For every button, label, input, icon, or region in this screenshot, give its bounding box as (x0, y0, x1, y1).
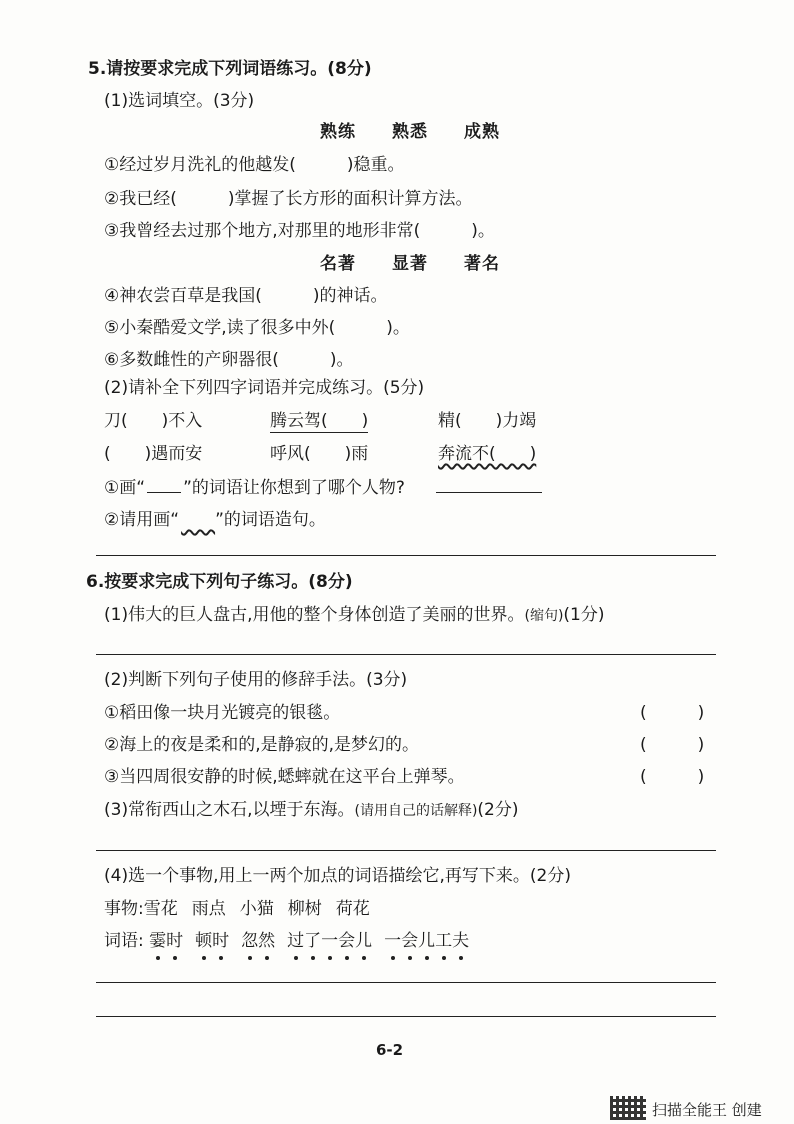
answer-line-6-1[interactable] (96, 654, 716, 655)
dotted-char: 一 (321, 931, 339, 951)
fill-sentence-2: ②我已经( )掌握了长方形的面积计算方法。 (104, 189, 473, 209)
answer-line-6-4b[interactable] (96, 1016, 716, 1017)
fill-sentence-3: ③我曾经去过那个地方,对那里的地形非常( )。 (104, 221, 495, 241)
thing-item: 柳树 (287, 899, 322, 919)
word-option-2: 熟悉 (392, 122, 428, 142)
q5-heading: 5.请按要求完成下列词语练习。(8分) (88, 59, 372, 79)
thing-item: 小猫 (239, 899, 274, 919)
dotted-char: 忽 (241, 931, 259, 951)
fill-sentence-5: ⑤小秦酷爱文学,读了很多中外( )。 (104, 318, 410, 338)
idiom-6: 奔流不( ) (438, 444, 537, 464)
word-option-6: 著名 (464, 254, 500, 274)
dotted-char: 了 (304, 931, 322, 951)
answer-bracket-3[interactable]: ( ) (640, 767, 705, 787)
q5-part2-question-2 (104, 510, 326, 530)
dotted-char: 一 (384, 931, 402, 951)
dotted-char: 儿 (418, 931, 436, 951)
idiom-5: 呼风( )雨 (270, 444, 369, 464)
dotted-char: 夫 (452, 931, 470, 951)
q6-part1-points: (1分) (563, 605, 605, 625)
q5-part2-heading: (2)请补全下列四字词语并完成练习。(5分) (104, 378, 425, 398)
dotted-char: 儿 (355, 931, 373, 951)
dotted-char: 会 (401, 931, 419, 951)
q6-part2-heading: (2)判断下列句子使用的修辞手法。(3分) (104, 670, 408, 690)
rhetoric-sentence-3: ③当四周很安静的时候,蟋蟀就在这平台上弹琴。 (104, 767, 465, 787)
words-label: 词语: (104, 931, 144, 951)
things-label: 事物: (104, 899, 144, 919)
answer-line-5-2[interactable] (96, 555, 716, 556)
dotted-char: 顿 (195, 931, 213, 951)
q6-part3-note: (请用自己的话解释) (354, 803, 478, 819)
q6-part1-note: (缩句) (524, 608, 564, 624)
thing-item: 雪花 (143, 899, 178, 919)
idiom-1: 刀( )不入 (104, 411, 203, 431)
dotted-char: 时 (166, 931, 184, 951)
dotted-char: 工 (435, 931, 453, 951)
dotted-char: 过 (287, 931, 305, 951)
answer-bracket-2[interactable]: ( ) (640, 735, 705, 755)
thing-item: 荷花 (335, 899, 370, 919)
page-number: 6-2 (376, 1041, 404, 1059)
q6-part4-heading: (4)选一个事物,用上一两个加点的词语描绘它,再写下来。(2分) (104, 866, 571, 886)
thing-item: 雨点 (191, 899, 226, 919)
fill-sentence-1: ①经过岁月洗礼的他越发( )稳重。 (104, 155, 405, 175)
q6-part3-points: (2分) (477, 800, 519, 820)
straight-underline-sample (147, 492, 181, 493)
dotted-char: 然 (258, 931, 276, 951)
answer-line-6-4a[interactable] (96, 982, 716, 983)
dotted-word (384, 931, 469, 951)
rhetoric-sentence-1: ①稻田像一块月光镀亮的银毯。 (104, 703, 341, 723)
qr-code-icon (610, 1096, 646, 1120)
word-option-3: 成熟 (464, 122, 500, 142)
q6-part1 (104, 605, 605, 626)
q5-part1-heading: (1)选词填空。(3分) (104, 91, 255, 111)
fill-sentence-4: ④神农尝百草是我国( )的神话。 (104, 286, 388, 306)
q5-part2-question-1-end: ”的词语让你想到了哪个人物? (183, 478, 405, 498)
q5-part2-question-1-start: ①画“ (104, 478, 146, 498)
q6-part3-text: (3)常衔西山之木石,以堙于东海。 (104, 800, 355, 820)
q5-part2-question-2-end: ”的词语造句。 (215, 510, 326, 530)
q6-heading: 6.按要求完成下列句子练习。(8分) (86, 572, 353, 592)
q6-part3 (104, 800, 519, 821)
dotted-word (195, 931, 229, 951)
word-option-4: 名著 (320, 254, 356, 274)
dotted-char: 时 (212, 931, 230, 951)
answer-bracket-1[interactable]: ( ) (640, 703, 705, 723)
dotted-word (287, 931, 372, 951)
idiom-4: ( )遇而安 (104, 444, 203, 464)
dotted-word (149, 931, 183, 951)
dotted-char: 霎 (149, 931, 167, 951)
q5-part2-question-1 (104, 478, 405, 498)
words-row (104, 931, 469, 951)
idiom-2: 腾云驾( ) (270, 411, 369, 431)
word-option-5: 显著 (392, 254, 428, 274)
scanner-watermark: 扫描全能王 创建 (652, 1101, 762, 1119)
q6-part1-text: (1)伟大的巨人盘古,用他的整个身体创造了美丽的世界。 (104, 605, 525, 625)
fill-sentence-6: ⑥多数雌性的产卵器很( )。 (104, 350, 354, 370)
answer-line-5-1[interactable] (436, 492, 542, 493)
dotted-char: 会 (338, 931, 356, 951)
word-option-1: 熟练 (320, 122, 356, 142)
q5-part2-question-2-start: ②请用画“ (104, 510, 180, 530)
dotted-word (241, 931, 275, 951)
things-row (104, 899, 370, 919)
idiom-3: 精( )力竭 (438, 411, 537, 431)
rhetoric-sentence-2: ②海上的夜是柔和的,是静寂的,是梦幻的。 (104, 735, 420, 755)
wavy-underline-sample (181, 510, 213, 530)
answer-line-6-3[interactable] (96, 850, 716, 851)
